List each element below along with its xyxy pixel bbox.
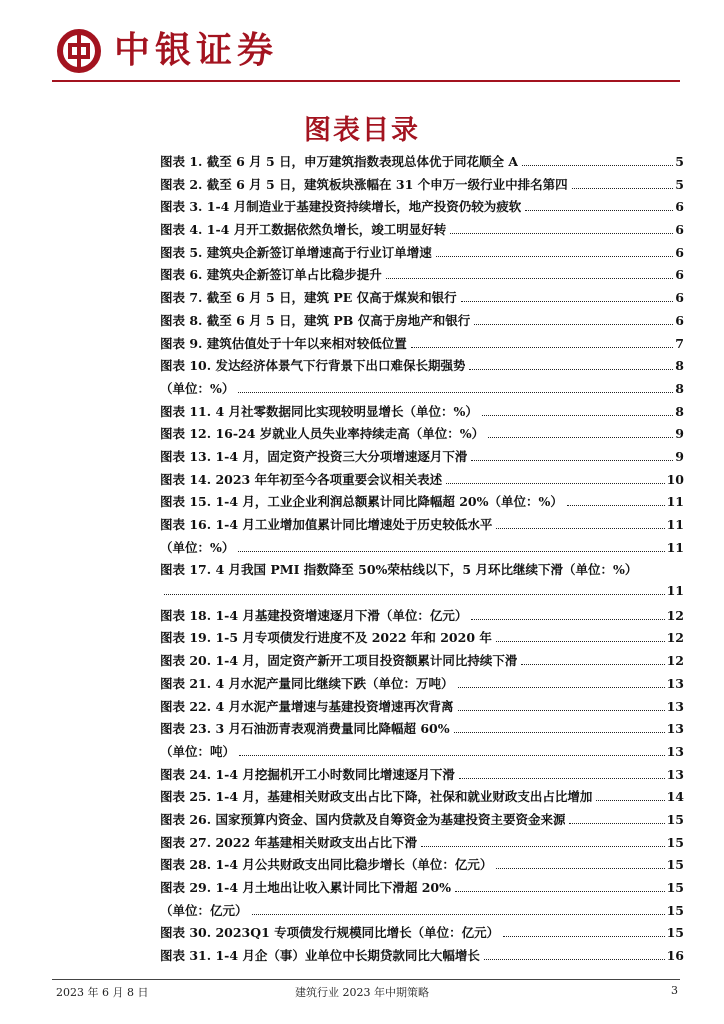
- toc-entry[interactable]: [160, 424, 684, 447]
- toc-entry-page: 6: [675, 312, 684, 328]
- toc-entry-page: 14: [666, 789, 684, 805]
- toc-leader-dots: [471, 619, 664, 620]
- footer-divider: [52, 979, 680, 980]
- toc-entry-title: 图表 28. 1-4 月公共财政支出同比稳步增长（单位：亿元）: [160, 857, 493, 873]
- toc-entry-title: 图表 7. 截至 6 月 5 日，建筑 PE 仅高于煤炭和银行: [160, 290, 457, 306]
- toc-entry-title: 图表 27. 2022 年基建相关财政支出占比下滑: [160, 834, 418, 850]
- toc-entry-page: 12: [666, 607, 684, 623]
- toc-leader-dots: [596, 800, 664, 801]
- bank-of-china-logo-icon: [56, 28, 102, 74]
- toc-entry-page: 9: [675, 448, 684, 464]
- toc-entry-title: 图表 22. 4 月水泥产量增速与基建投资增速再次背离: [160, 698, 454, 714]
- page-header: [52, 26, 682, 78]
- toc-entry-title: 图表 12. 16-24 岁就业人员失业率持续走高（单位：%）: [160, 426, 485, 442]
- toc-entry[interactable]: [160, 765, 684, 788]
- toc-entry-title: 图表 31. 1-4 月企（事）业单位中长期贷款同比大幅增长: [160, 948, 480, 964]
- toc-entry-page: 15: [666, 880, 684, 895]
- toc-leader-dots: [458, 710, 665, 711]
- footer-document-title: 建筑行业 2023 年中期策略: [295, 986, 429, 999]
- toc-entry-page: 13: [666, 766, 684, 782]
- toc-entry[interactable]: [160, 606, 684, 629]
- toc-leader-dots: [386, 278, 674, 279]
- toc-entry-title: 图表 6. 建筑央企新签订单占比稳步提升: [160, 267, 382, 283]
- toc-entry-title: 图表 30. 2023Q1 专项债发行规模同比增长（单位：亿元）: [160, 925, 500, 941]
- toc-leader-dots: [567, 505, 665, 506]
- toc-leader-dots: [459, 778, 665, 779]
- toc-leader-dots: [411, 347, 674, 348]
- toc-leader-dots: [446, 483, 665, 484]
- toc-entry-title: 图表 15. 1-4 月，工业企业利润总额累计同比降幅超 20%（单位：%）: [160, 494, 563, 510]
- toc-entry-title: 图表 10. 发达经济体景气下行背景下出口难保长期强势: [160, 358, 466, 374]
- toc-leader-dots: [521, 664, 664, 665]
- toc-leader-dots: [436, 256, 674, 257]
- toc-entry[interactable]: [160, 901, 684, 924]
- toc-entry-page: 5: [675, 176, 684, 192]
- toc-entry-page: 9: [675, 426, 684, 442]
- toc-entry-page: 13: [666, 743, 684, 759]
- toc-leader-dots: [471, 460, 673, 461]
- toc-leader-dots: [496, 641, 665, 642]
- toc-entry[interactable]: [160, 356, 684, 379]
- toc-entry-page: 12: [666, 653, 684, 669]
- toc-entry[interactable]: [160, 878, 684, 901]
- toc-leader-dots: [421, 846, 665, 847]
- toc-entry[interactable]: [160, 628, 684, 651]
- toc-entry-title: 图表 16. 1-4 月工业增加值累计同比增速处于历史较低水平: [160, 517, 493, 532]
- toc-entry-title: 图表 25. 1-4 月，基建相关财政支出占比下降，社保和就业财政支出占比增加: [160, 789, 593, 805]
- toc-leader-dots: [469, 369, 673, 370]
- toc-entry-title: 图表 23. 3 月石油沥青表观消费量同比降幅超 60%: [160, 721, 450, 737]
- toc-leader-dots: [482, 415, 673, 416]
- toc-entry-title: 图表 17. 4 月我国 PMI 指数降至 50%荣枯线以下，5 月环比继续下滑（单位：%）: [160, 562, 638, 578]
- toc-leader-dots: [522, 165, 673, 166]
- toc-entry-title: 图表 3. 1-4 月制造业于基建投资持续增长，地产投资仍较为疲软: [160, 199, 522, 215]
- toc-entry[interactable]: [160, 651, 684, 674]
- toc-leader-dots: [455, 891, 665, 892]
- toc-entry[interactable]: [160, 175, 684, 198]
- toc-entry[interactable]: [160, 674, 684, 697]
- toc-entry-page: 6: [675, 199, 684, 215]
- toc-entry[interactable]: [160, 583, 684, 606]
- toc-entry-page: 6: [675, 290, 684, 306]
- toc-leader-dots: [164, 594, 665, 595]
- toc-leader-dots: [572, 188, 674, 189]
- toc-leader-dots: [488, 437, 673, 438]
- toc-leader-dots: [461, 301, 674, 302]
- toc-entry-title: 图表 24. 1-4 月挖掘机开工小时数同比增速逐月下滑: [160, 766, 455, 782]
- toc-entry[interactable]: [160, 833, 684, 856]
- toc-entry-title: 图表 18. 1-4 月基建投资增速逐月下滑（单位：亿元）: [160, 607, 468, 623]
- toc-leader-dots: [252, 914, 665, 915]
- toc-entry-title: 图表 9. 建筑估值处于十年以来相对较低位置: [160, 335, 407, 351]
- toc-entry-page: 13: [666, 721, 684, 737]
- toc-entry-page: 15: [666, 925, 684, 941]
- toc-entry-page: 6: [675, 244, 684, 260]
- toc-entry-page: 5: [675, 154, 684, 169]
- toc-entry[interactable]: [160, 265, 684, 288]
- toc-leader-dots: [238, 551, 664, 552]
- footer-page-number: 3: [671, 984, 678, 997]
- footer-date: 2023 年 6 月 8 日: [56, 986, 149, 999]
- toc-entry-title: 图表 8. 截至 6 月 5 日，建筑 PB 仅高于房地产和银行: [160, 312, 471, 328]
- toc-entry-title: 图表 11. 4 月社零数据同比实现较明显增长（单位：%）: [160, 403, 478, 419]
- toc-entry-page: 12: [666, 630, 684, 646]
- toc-entry-title: 图表 1. 截至 6 月 5 日，申万建筑指数表现总体优于同花顺全 A: [160, 154, 519, 169]
- toc-entry-page: 11: [666, 539, 684, 555]
- toc-entry-page: 13: [666, 675, 684, 691]
- toc-entry[interactable]: [160, 311, 684, 334]
- toc-entry-page: 8: [675, 403, 684, 419]
- toc-entry-page: 11: [666, 583, 684, 599]
- toc-leader-dots: [458, 687, 665, 688]
- toc-entry[interactable]: [160, 946, 684, 969]
- toc-entry-title: 图表 13. 1-4 月，固定资产投资三大分项增速逐月下滑: [160, 448, 468, 464]
- toc-entry-title: 图表 5. 建筑央企新签订单增速高于行业订单增速: [160, 244, 432, 260]
- toc-entry[interactable]: [160, 220, 684, 243]
- toc-entry[interactable]: [160, 379, 684, 402]
- toc-entry[interactable]: [160, 152, 684, 175]
- toc-entry[interactable]: [160, 515, 684, 538]
- toc-leader-dots: [239, 755, 665, 756]
- toc-entry-title: （单位：%）: [160, 539, 235, 555]
- toc-entry[interactable]: [160, 288, 684, 311]
- toc-entry-page: 6: [675, 267, 684, 283]
- toc-entry[interactable]: [160, 855, 684, 878]
- toc-leader-dots: [484, 959, 665, 960]
- toc-entry[interactable]: [160, 697, 684, 720]
- toc-entry[interactable]: [160, 923, 684, 946]
- toc-entry-page: 10: [666, 471, 684, 487]
- toc-entry[interactable]: [160, 402, 684, 425]
- toc-entry-page: 13: [666, 698, 684, 714]
- toc-entry-page: 15: [666, 902, 684, 918]
- toc-entry-page: 8: [675, 358, 684, 374]
- toc-entry-page: 15: [666, 811, 684, 827]
- toc-entry-title: 图表 29. 1-4 月土地出让收入累计同比下滑超 20%: [160, 880, 452, 895]
- toc-leader-dots: [496, 528, 664, 529]
- toc-leader-dots: [454, 732, 665, 733]
- toc-entry[interactable]: [160, 538, 684, 561]
- brand-name: 中银证券: [114, 30, 279, 71]
- toc-entry-title: 图表 2. 截至 6 月 5 日，建筑板块涨幅在 31 个申万一级行业中排名第四: [160, 176, 568, 192]
- toc-entry-page: 7: [675, 335, 684, 351]
- toc-entry[interactable]: [160, 243, 684, 266]
- toc-leader-dots: [569, 823, 664, 824]
- toc-entry[interactable]: [160, 492, 684, 515]
- toc-entry-page: 11: [666, 517, 684, 532]
- toc-leader-dots: [450, 233, 673, 234]
- toc-entry[interactable]: [160, 560, 684, 583]
- toc-entry-title: （单位：亿元）: [160, 902, 248, 918]
- toc-entry[interactable]: [160, 447, 684, 470]
- toc-leader-dots: [503, 936, 664, 937]
- toc-leader-dots: [525, 210, 673, 211]
- toc-entry-page: 6: [675, 222, 684, 238]
- toc-entry-title: 图表 14. 2023 年年初至今各项重要会议相关表述: [160, 471, 443, 487]
- toc-entry[interactable]: [160, 810, 684, 833]
- toc-entry[interactable]: [160, 719, 684, 742]
- page-title: 图表目录: [304, 115, 420, 146]
- toc-entry-title: 图表 4. 1-4 月开工数据依然负增长，竣工明显好转: [160, 222, 447, 238]
- header-divider: [52, 80, 680, 82]
- toc-leader-dots: [474, 324, 673, 325]
- table-of-figures: [160, 152, 684, 969]
- toc-entry[interactable]: [160, 787, 684, 810]
- toc-entry-title: 图表 26. 国家预算内资金、国内贷款及自筹资金为基建投资主要资金来源: [160, 811, 566, 827]
- toc-leader-dots: [496, 868, 664, 869]
- toc-entry-page: 15: [666, 834, 684, 850]
- toc-entry-page: 16: [666, 948, 684, 964]
- toc-entry[interactable]: [160, 742, 684, 765]
- toc-entry-title: 图表 20. 1-4 月，固定资产新开工项目投资额累计同比持续下滑: [160, 653, 518, 669]
- toc-entry-page: 11: [666, 494, 684, 510]
- toc-leader-dots: [238, 392, 673, 393]
- toc-entry-page: 8: [675, 380, 684, 396]
- toc-entry-title: 图表 21. 4 月水泥产量同比继续下跌（单位：万吨）: [160, 675, 454, 691]
- toc-entry-title: （单位：%）: [160, 380, 235, 396]
- toc-entry[interactable]: [160, 197, 684, 220]
- toc-entry-page: 15: [666, 857, 684, 873]
- toc-entry[interactable]: [160, 470, 684, 493]
- toc-entry[interactable]: [160, 334, 684, 357]
- toc-entry-title: 图表 19. 1-5 月专项债发行进度不及 2022 年和 2020 年: [160, 630, 492, 646]
- toc-entry-title: （单位：吨）: [160, 743, 236, 759]
